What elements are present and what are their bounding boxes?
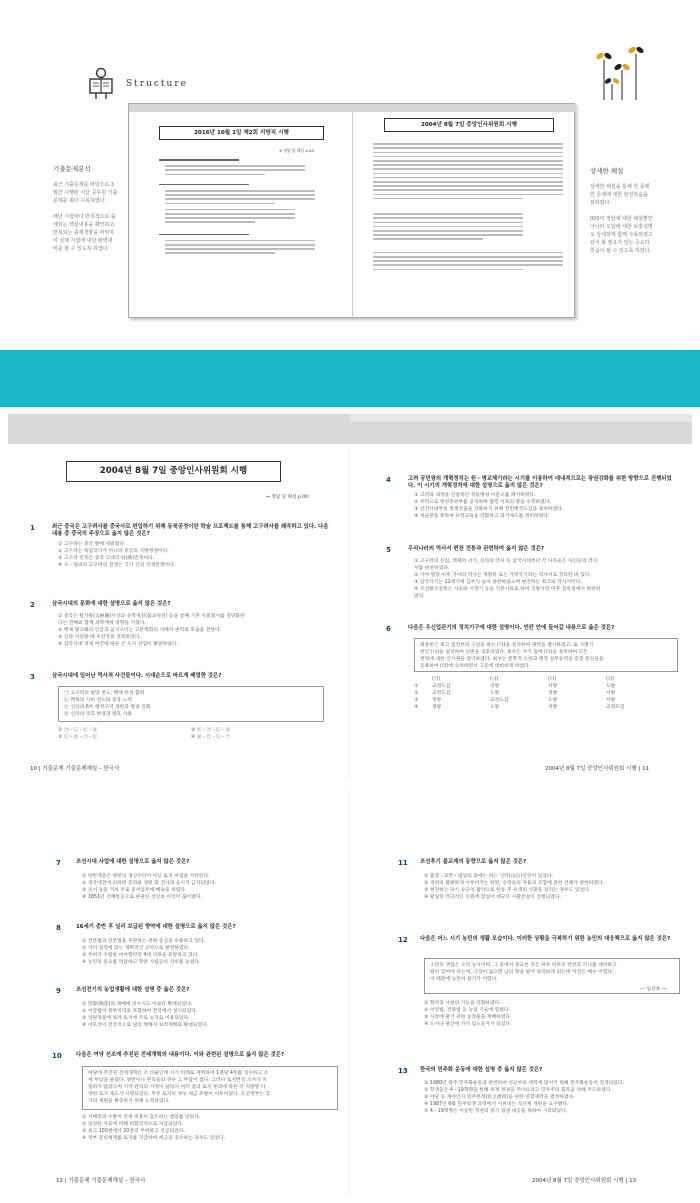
- box-line: 여당에 추진된 전세개혁은 조 비율인데 시기 비례로 개혁하여 1결당 4두를 징수하고 조: [88, 1071, 269, 1076]
- option: ④ ㉣ - ㉢ - ㉡ - ㉠: [191, 735, 231, 740]
- note-line: 꾀하였다.: [590, 200, 611, 206]
- table-cell: (나): [490, 677, 499, 682]
- option: ④ 삼국시대 경제 여건에 따른 큰 도시 상업이 발달하였다.: [58, 642, 178, 647]
- text-line-placeholder: [165, 240, 315, 242]
- box-line: ㉠ 고구려의 평양 천도, 백제 한성 함락: [64, 691, 145, 696]
- box-line: ㉣ 신라의 국호 변경과 왕호 사용: [64, 712, 133, 717]
- table-row: [414, 690, 664, 697]
- text-line-placeholder: [165, 248, 315, 250]
- question-number: 12: [398, 936, 408, 944]
- table-cell: 도방: [490, 705, 500, 710]
- question-number: 7: [56, 859, 61, 867]
- page-10-title: 2004년 8월 7일 중앙인사위원회 시행: [66, 461, 281, 482]
- option: ③ 잉원경물에 따라 토지에 주로 농지로 이용되었다.: [82, 1016, 190, 1021]
- note-line: 한 문제에 대한 완전학습을: [590, 192, 648, 198]
- box-line: ㉢ 신라의 6부 행정구역 개편과 왕권 강화: [64, 705, 151, 710]
- box-line: 소민의 생업은 오직 농사이며, 그 중에서 중요한 것은 하루 하루의 반찬과 끼니를 대비하고: [430, 963, 617, 968]
- q9-options: [82, 1001, 344, 1029]
- table-cell: ③: [414, 698, 419, 703]
- mini-left-lines: [149, 159, 339, 309]
- text-line-placeholder: [373, 222, 523, 224]
- q6-table: [414, 676, 664, 711]
- option: ③ 주희가 수립한 여씨향약의 4대 덕목을 표방하고 있다.: [82, 953, 199, 958]
- option: ① 고구려는 중국 땅에 세워졌다.: [58, 542, 126, 547]
- q12-source: — 임상옥 —: [640, 987, 667, 992]
- question-number: 6: [386, 625, 391, 633]
- reader-icon: [84, 66, 118, 100]
- table-cell: 도방: [548, 698, 558, 703]
- option: ④ 1987년 6월 민주항쟁 과정에서 시위대는 직선제 개헌을 요구했다.: [424, 1102, 569, 1107]
- option: ② ㉢ - ㉠ - ㉡ - ㉣: [191, 728, 231, 733]
- question-number: 2: [30, 601, 35, 609]
- text-line-placeholder: [373, 269, 523, 271]
- page-12: [8, 790, 350, 1196]
- option: ① 전분법과 연분법을 주관하는 관원 중심을 수용하고 있다.: [82, 939, 206, 944]
- text-line-placeholder: [373, 260, 563, 262]
- question-text: 조선전기의 농업생활에 대한 설명 중 옳은 것은?: [76, 987, 190, 993]
- text-line-placeholder: [165, 203, 275, 205]
- option: ① 불상・교학・법당의 중에는 하는 산악(山岳)신앙이 있었다.: [424, 874, 554, 879]
- option: ④ 왕실의 적극적인 지원에 힘입어 대규모 사찰건설이 진행되었다.: [424, 895, 561, 900]
- option: ③ 최고 100결에서 20결의 부여하고 지급되었다.: [82, 1129, 185, 1134]
- text-line-placeholder: [165, 217, 295, 219]
- question-text: 고려 공민왕의 개혁정치는 원・명교체기라는 시기를 이용하여 대내적으로는 왕권강화를 위한 방향으로 진행되었다. 이 시기의 개혁정치에 대한 설명으로 옳지 않은 것은?: [408, 476, 672, 490]
- option: ③ 조서 등을 거쳐 주로 중서업무에 배속을 하였다.: [82, 888, 187, 893]
- question-text: 조선시대 사업에 대한 설명으로 옳지 않은 것은?: [76, 859, 190, 865]
- text-line-placeholder: [165, 221, 255, 223]
- question-text: 우리나라의 역사서 편찬 전통과 관련하여 옳지 않은 것은?: [408, 546, 545, 552]
- text-line-placeholder: [373, 156, 563, 158]
- question-number: 10: [52, 1052, 62, 1060]
- table-cell: [414, 676, 432, 683]
- sprouts-icon: [592, 40, 644, 102]
- page-11: [350, 444, 692, 780]
- question-number: 11: [398, 859, 408, 867]
- note-line: 상세한 해설을 통해 한 문제: [590, 184, 650, 190]
- option: ③ 신진사대부의 정계진출을 강화하기 위해 전민변정도감을 설치하였다.: [414, 507, 564, 512]
- text-line-placeholder: [165, 213, 295, 215]
- box-line: 등용하여 (라)에 숙위하면서 고문에 대비하게 하였다.: [420, 664, 531, 669]
- option: ③ 삼국사기는 12세기에 김부식 등이 편찬하였으며 현전하는 최고의 역사서이다.: [414, 580, 582, 585]
- table-cell: 도방: [606, 684, 616, 689]
- table-cell: 서방: [548, 684, 558, 689]
- text-line-placeholder: [373, 152, 563, 154]
- note-line: 최근 기출문제를 바탕으로 3: [53, 182, 115, 188]
- table-cell: ②: [414, 691, 419, 696]
- note-line: 제되는 핵심내용을 확인하고,: [53, 222, 116, 228]
- text-line-placeholder: [373, 164, 563, 166]
- table-cell: 교정도감: [490, 698, 509, 703]
- question-text: 삼국시대에 일어난 역사적 사건들이다. 시대순으로 바르게 배열한 것은?: [52, 673, 222, 679]
- option: ① 고구려의 신집, 백제의 서기, 신라의 국사 등 삼국시대부터 각 나라들은 자신들의 역사: [414, 559, 598, 564]
- option: ④ 이모작이 전국적으로 널리 행해져 보리재배로 확대되었다.: [82, 1023, 209, 1028]
- question-number: 3: [30, 673, 35, 681]
- option: ⑤ 4・19혁명은 이승만 정권의 장기 집권 대응을 위하여 시작되었다.: [424, 1109, 568, 1114]
- question-text: 다음은 우신업관기의 정치기구에 대한 설명이다. 빈칸 안에 들어갈 내용으로 옳은 것은?: [408, 625, 615, 631]
- option: ② 이앙법, 견종법 등 농업 기술에 힘썼다.: [424, 1008, 511, 1013]
- question-text: 16세기 중반 후 널리 보급된 향약에 대한 설명으로 옳지 않은 것은?: [76, 924, 236, 930]
- box-line: 땅이 있어야 하는데, 그것이 없으면 남의 땅을 빌어 경작하게 되는데 이것은 매우 어렵다.: [430, 970, 614, 975]
- option: ③ 시장에 팔기 위한 농작물을 재배하였다.: [424, 1015, 512, 1020]
- q12-options: [424, 1000, 686, 1028]
- note-line: 월간 시행된 시급 공무원 기출: [53, 190, 118, 196]
- q3-box: [58, 686, 324, 722]
- left-note-heading: 기출문제분석: [53, 165, 91, 173]
- note-line: [53, 205, 133, 213]
- box-line: 최충헌은 최고 집정부의 구실을 하는 (가)을 설치하여 권력을 행사하였고, 또 사병기: [420, 643, 594, 648]
- box-line: 이 때문에 농민이 살기가 어렵다.: [430, 977, 498, 982]
- option: ③ ㉡ - ㉣ - ㉠ - ㉢: [58, 735, 98, 740]
- table-row: [414, 704, 664, 711]
- table-cell: 교정도감: [432, 691, 451, 696]
- text-line-placeholder: [165, 169, 305, 171]
- question-text: 삼국시대의 문화에 대한 설명으로 옳지 않은 것은?: [52, 601, 171, 607]
- text-line-placeholder: [373, 181, 563, 183]
- note-line: 되어 볼 필요가 있는 중요하: [590, 240, 650, 246]
- option: ② 가야 멸망 이후 가야의 역사는 개황록 또는 가락국기라는 역사서로 정리된 바 있다.: [414, 573, 592, 578]
- right-note-heading: 상세한 해설: [590, 167, 624, 175]
- page-13: [350, 790, 692, 1196]
- question-number: 5: [386, 546, 391, 554]
- option: 서를 편찬하였다.: [414, 566, 450, 571]
- option: 였다.: [414, 594, 425, 599]
- text-line-placeholder: [159, 159, 239, 161]
- text-line-placeholder: [165, 174, 265, 176]
- table-cell: (가): [432, 677, 441, 682]
- option: ④ 농민의 동요를 억압하고 향촌 사림들의 지위를 높였다.: [82, 960, 201, 965]
- box-line: 밀하지 않았으며 지역 관리의 사정이 달라서 여러 결과 토지 부과에 따른 각 지방별 다: [88, 1085, 266, 1090]
- q6-box: [414, 638, 678, 672]
- question-text: 다음은 어느 시기 농민의 생활 모습이다. 이러한 상황을 극복하기 위한 농민의 대응책으로 옳지 않은 것은?: [420, 936, 671, 942]
- text-line-placeholder: [165, 198, 315, 200]
- box-line: 세 부담을 줄였다. 양반이나 관리들의 경우 그 부담이 컸다. 그러나 토지면적 조사가 치: [88, 1078, 267, 1083]
- q4-options: [414, 492, 684, 520]
- teal-band: [0, 350, 700, 407]
- option: ④ 1851년 신해통공으로 판권한 상인의 이익이 끊어졌다.: [82, 895, 202, 900]
- mini-left-title: 2016년 10월 1일 제2회 지방직 시행: [159, 126, 324, 140]
- option: ① 중국은 황가룡(太極圖)사상과 유학경전(불교경전) 등을 통해 기존 사회질서를 정당화한: [58, 614, 245, 619]
- page-13-footer: 2004년 8월 7일 중앙인사위원회 시행 | 13: [532, 1178, 637, 1184]
- box-line: 관직에 대한 인사권을 장악하였다. 최우는 문학적 소양과 행정 실무능력을 갖춘 문신들을: [420, 657, 604, 662]
- text-line-placeholder: [165, 190, 315, 192]
- option: ① 면화(綿花)의 재배에 비수지도 이보다 확대되었다.: [82, 1002, 193, 1007]
- note-line: 도 상세하게 함께 수록하였고: [590, 232, 653, 238]
- option: ① 지배층의 수탈이 전세 비용이 감소하는 결과를 낳았다.: [82, 1115, 201, 1120]
- text-line-placeholder: [159, 184, 249, 186]
- page-11-footer: 2004년 8월 7일 중앙인사위원회 시행 | 11: [545, 766, 650, 772]
- option: ① 1980년 광주 민주화운동과 관련하여 신군부의 세력에 맞서기 위해 민주화운동이 전개되었다.: [424, 1081, 625, 1086]
- text-line-placeholder: [373, 226, 523, 228]
- right-note: [590, 166, 675, 255]
- text-line-placeholder: [373, 213, 523, 215]
- question-number: 13: [398, 1067, 408, 1075]
- table-row: [414, 697, 664, 704]
- q1-options: [58, 541, 328, 569]
- box-line: ㉡ 백제의 사비 천도와 중흥 노력: [64, 698, 133, 703]
- option: ④ 정부 관리체계를 토지를 지급하여 세금을 징수하는 경우도 있었다.: [82, 1136, 226, 1141]
- option: ② 일정한 자료에 비해 비합리적으로 지급되었다.: [82, 1122, 184, 1127]
- text-line-placeholder: [373, 160, 563, 162]
- table-cell: 정방: [490, 684, 500, 689]
- question-number: 9: [56, 987, 61, 995]
- table-cell: 정방: [548, 691, 558, 696]
- text-line-placeholder: [373, 234, 523, 236]
- question-text: 조선후기 불교계의 동향으로 옳지 않은 것은?: [420, 859, 527, 865]
- structure-section: [0, 0, 700, 340]
- q2-options: [58, 613, 338, 648]
- question-number: 4: [386, 476, 391, 484]
- mini-spread: [128, 103, 575, 318]
- q5-options: [414, 558, 684, 600]
- page-10-footer: 10 | 기출문제 기출문제해설 – 한국사: [30, 766, 120, 772]
- option: ④ 성균관을 통하여 유학교육을 강화하고 과거제도를 정비하였다.: [414, 514, 550, 519]
- text-line-placeholder: [373, 264, 563, 266]
- option: ② 고구려는 독립국가가 아니라 중국의 지방정권이다.: [58, 549, 169, 554]
- q7-options: [82, 873, 344, 901]
- text-line-placeholder: [165, 244, 315, 246]
- option: ① 향약과 사창의 기능을 강화하였다.: [424, 1001, 501, 1006]
- option: ② 백제 왕고왜의 인급과 음지오미는 고분벽화의 지배자 권력의 모습을 전한다.: [58, 628, 222, 633]
- option: ② 학생들은 4・19혁명을 통해 독재 정권을 무너뜨리고 민주주의 회복을 위해 주도하였다.: [424, 1088, 612, 1093]
- text-line-placeholder: [373, 189, 563, 191]
- option: ④ 수・당과의 고구려의 전쟁은 국가 간의 국제전쟁이다.: [58, 563, 176, 568]
- spread-1: [8, 414, 692, 780]
- note-line: 여 실제 시험에 대한 완벽대: [53, 238, 113, 244]
- option: 다는 견해와 함께 과학계에 영향을 끼쳤다.: [58, 621, 146, 626]
- table-cell: 서방: [606, 698, 616, 703]
- note-line: [590, 207, 675, 215]
- q11-options: [424, 873, 686, 901]
- table-cell: (라): [606, 677, 615, 682]
- table-cell: 교정도감: [606, 705, 625, 710]
- option: ② 지역 실정에 맞는 계획적인 공약으로 발전하였다.: [82, 946, 190, 951]
- box-line: 관인 (나)을 설치하여 신변을 경호하였다. 최우는 자기 집에 (다)을 설치하여 모든: [420, 650, 588, 655]
- option: ③ 야당 등 재야인사 민주헌정(民主憲政)을 위한 연합세력을 결성하였다.: [424, 1095, 575, 1100]
- option: ② 경국대전에 의하면 문과와 생원 및 진사과 응시가 금지되었다.: [82, 881, 216, 886]
- page-12-footer: 12 | 기출문제 기출문제해설 – 한국사: [56, 1178, 146, 1184]
- note-line: 000여 정답에 대한 해설뿐만: [590, 216, 653, 222]
- table-cell: ④: [414, 705, 419, 710]
- table-cell: 정방: [432, 698, 442, 703]
- table-cell: 도방: [490, 691, 500, 696]
- text-line-placeholder: [373, 147, 563, 149]
- text-line-placeholder: [373, 230, 523, 232]
- option: ③ 고구려 민족은 중국 고대의 한(漢)민족이다.: [58, 556, 155, 561]
- text-line-placeholder: [373, 143, 563, 145]
- left-note: [53, 164, 133, 253]
- question-number: 1: [30, 524, 35, 532]
- option: ③ 신라 지증왕 때 우산국을 정복하였다.: [58, 635, 141, 640]
- q13-options: [424, 1080, 686, 1115]
- answer-ref: ⇒ 정답 및 해설 p.00: [266, 495, 309, 500]
- note-line: 학습이 될 수 있도록 하였다.: [590, 248, 652, 254]
- table-cell: 교정도감: [432, 684, 451, 689]
- q3-options: [58, 727, 324, 741]
- left-note-text: [53, 181, 133, 253]
- text-line-placeholder: [373, 217, 523, 219]
- note-line: 비를 할 수 있도록 하였다.: [53, 246, 110, 252]
- option: ③ 현전하는 당시 승군이 활약으로 한동 후 유생의 사찰을 살리는 경우도 있었다.: [424, 888, 591, 893]
- option: ④ 조선왕조실록은 사초와 시정기 등을 기본사료로 하여 국왕사망 이후 실록청에서 편찬하: [414, 587, 601, 592]
- box-line: 양한 토지 제도가 시행되었다. 무주 토지의 경우 세금 포탈이 이루어졌다. 조선정부는 국: [88, 1092, 271, 1097]
- spread-2: [8, 790, 692, 1196]
- text-line-placeholder: [373, 173, 563, 175]
- table-cell: 서방: [548, 705, 558, 710]
- table-row: [414, 683, 664, 690]
- box-line: 가의 세원을 확충하기 위해 노력하였다.: [88, 1099, 170, 1104]
- note-line: 해년 시험마다 반복적으로 출: [53, 214, 116, 220]
- text-line-placeholder: [373, 194, 563, 196]
- note-line: 아니라 오답에 대한 보충설명: [590, 224, 653, 230]
- page-10: [8, 444, 350, 780]
- structure-label: Structure: [126, 79, 188, 89]
- option: ① 고려의 내정을 간섭하던 정동행성 이문소를 폐지하였다.: [414, 493, 536, 498]
- text-line-placeholder: [159, 234, 249, 236]
- question-text: 한국의 민주화 운동에 대한 설명 중 옳지 않은 것은?: [420, 1067, 543, 1073]
- mini-right-title: 2004년 8월 7일 중앙인사위원회 시행: [384, 118, 554, 132]
- option: ② 경허의 활발하게 이루어지는 한편, 승려들의 자율과 조합에 관한 견해가 중한하였다.: [424, 881, 605, 886]
- table-cell: 서방: [606, 691, 616, 696]
- note-line: 반복되는 출제경향을 파악하: [53, 230, 115, 236]
- option: ② 무력으로 쌍성총관부를 공격하여 철령 이북의 땅을 수복하였다.: [414, 500, 551, 505]
- q10-options: [82, 1114, 344, 1142]
- option: ② 이앙법이 북부지역을 포함하여 전국에서 실시되었다.: [82, 1009, 198, 1014]
- text-line-placeholder: [373, 198, 523, 200]
- q10-box: [82, 1066, 338, 1110]
- text-line-placeholder: [373, 252, 563, 254]
- text-line-placeholder: [165, 194, 315, 196]
- text-line-placeholder: [165, 252, 275, 254]
- text-line-placeholder: [165, 165, 305, 167]
- note-line: 문제를 최다 수록하였다.: [53, 198, 107, 204]
- text-line-placeholder: [373, 256, 563, 258]
- option: ④ 도시나 광산에 가서 임노동자가 되었다.: [424, 1022, 512, 1027]
- question-number: 8: [56, 924, 61, 932]
- table-cell: ①: [414, 684, 419, 689]
- right-note-text: [590, 183, 675, 255]
- mini-answer-ref: ※ 정답 및 해설 p.44: [279, 148, 314, 153]
- table-row: [414, 676, 664, 683]
- text-line-placeholder: [373, 185, 563, 187]
- question-text: 최근 중국은 고구려사를 중국사로 편입하기 위해 동북공정이란 학술 프로젝트를 통해 고구려사를 왜곡하고 있다. 다음 내용 중 중국의 주장으로 옳지 않은 것은?: [52, 524, 329, 538]
- text-line-placeholder: [373, 168, 563, 170]
- table-cell: (다): [548, 677, 557, 682]
- option: ① 양반계층은 양반의 생산수단이 아닌 토지 마점을 가리킨다.: [82, 874, 210, 879]
- mini-right-lines: [367, 138, 567, 313]
- table-cell: 정방: [432, 705, 442, 710]
- text-line-placeholder: [373, 238, 483, 240]
- text-line-placeholder: [373, 177, 563, 179]
- q8-options: [82, 938, 344, 966]
- text-line-placeholder: [165, 209, 295, 211]
- option: ① ㉠ - ㉡ - ㉢ - ㉣: [58, 728, 98, 733]
- question-text: 다음은 여당 선조에 추진된 전세개혁의 내용이다. 이와 관련된 설명으로 옳지 않은 것은?: [76, 1052, 285, 1058]
